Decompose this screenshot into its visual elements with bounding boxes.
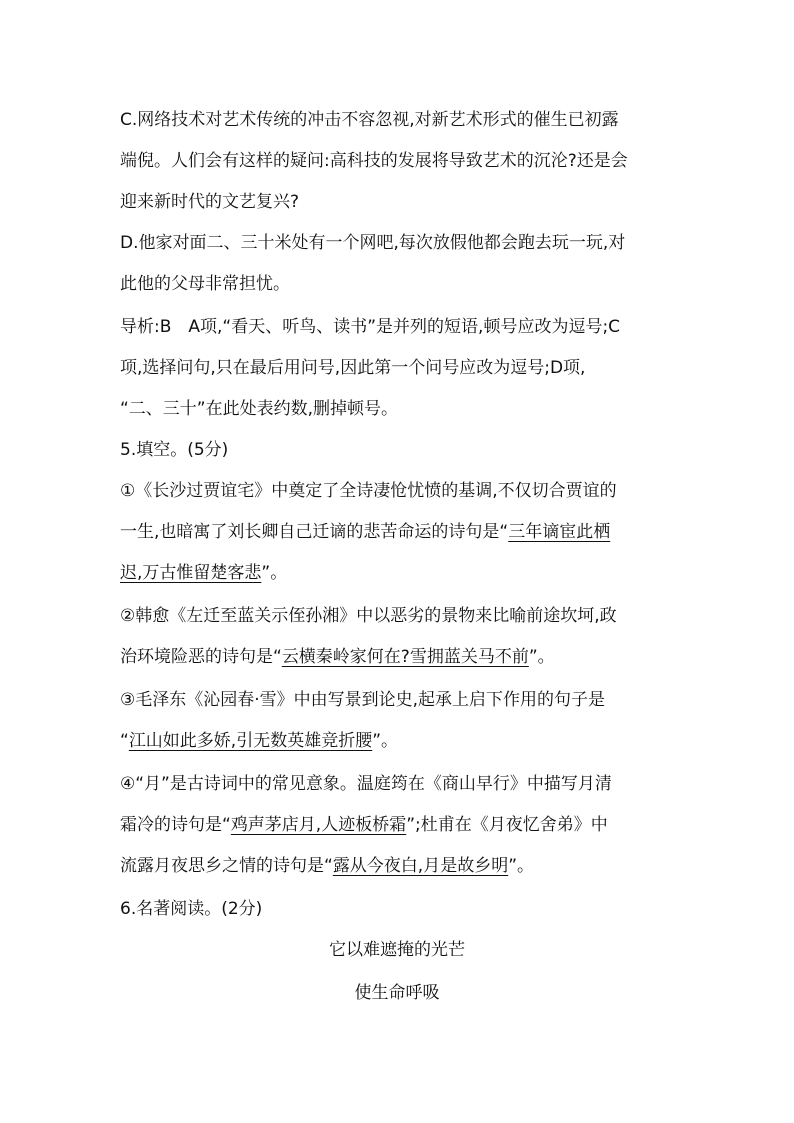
poem-line-2: 使生命呼吸 xyxy=(354,983,440,1003)
guide-line-3: “二、三十”在此处表约数,删掉顿号。 xyxy=(120,399,399,419)
q5-item2-answer: 云横秦岭家何在?雪拥蓝关马不前 xyxy=(281,647,529,667)
option-c-line-3: 迎来新时代的文艺复兴? xyxy=(120,192,300,212)
q5-item1-prompt: 一生,也暗寓了刘长卿自己迁谪的悲苦命运的诗句是“ xyxy=(120,522,509,542)
question-6-title: 6.名著阅读。(2分) xyxy=(120,899,263,919)
q5-item3-line-1: ③毛泽东《沁园春·雪》中由写景到论史,起承上启下作用的句子是 xyxy=(120,690,606,710)
q5-item4-prompt-2: 流露月夜思乡之情的诗句是“ xyxy=(120,856,333,876)
q5-item1-answer-part2: 迟,万古惟留楚客悲 xyxy=(120,563,262,583)
q5-item3-open: “ xyxy=(120,731,129,751)
question-5-title: 5.填空。(5分) xyxy=(120,440,229,460)
q5-item4-close: ”。 xyxy=(508,856,535,876)
option-c-line-1: C.网络技术对艺术传统的冲击不容忽视,对新艺术形式的催生已初露 xyxy=(120,110,619,130)
poem-line-1: 它以难遮掩的光芒 xyxy=(329,940,465,960)
q5-item1-answer-part1: 三年谪宦此栖 xyxy=(508,522,611,542)
option-c-line-2: 端倪。人们会有这样的疑问:高科技的发展将导致艺术的沉沦?还是会 xyxy=(120,151,628,171)
q5-item2-prompt: 治环境险恶的诗句是“ xyxy=(120,647,282,667)
q5-item4-line-3 xyxy=(120,854,680,878)
q5-item4-line-2 xyxy=(120,813,680,837)
q5-item4-line-1: ④“月”是古诗词中的常见意象。温庭筠在《商山早行》中描写月清 xyxy=(120,774,612,794)
q5-item4-middle: ”;杜甫在《月夜忆舍弟》中 xyxy=(406,815,608,835)
q5-item1-line-3 xyxy=(120,561,680,585)
q5-item4-answer-2: 露从今夜白,月是故乡明 xyxy=(332,856,509,876)
q5-item4-answer-1: 鸡声茅店月,人迹板桥霜 xyxy=(230,815,407,835)
option-d-line-2: 此他的父母非常担忧。 xyxy=(120,274,290,294)
q5-item1-line-1: ①《长沙过贾谊宅》中奠定了全诗凄怆忧愤的基调,不仅切合贾谊的 xyxy=(120,481,617,501)
option-d-line-1: D.他家对面二、三十米处有一个网吧,每次放假他都会跑去玩一玩,对 xyxy=(120,233,626,253)
q5-item1-close: ”。 xyxy=(261,563,288,583)
q5-item3-line-2 xyxy=(120,729,680,753)
q5-item2-line-1: ②韩愈《左迁至蓝关示侄孙湘》中以恶劣的景物来比喻前途坎坷,政 xyxy=(120,606,617,626)
q5-item1-line-2 xyxy=(120,520,680,544)
guide-line-1: 导析:B A项,“看天、听鸟、读书”是并列的短语,顿号应改为逗号;C xyxy=(120,317,621,337)
q5-item4-prompt-1: 霜冷的诗句是“ xyxy=(120,815,231,835)
q5-item2-line-2 xyxy=(120,645,680,669)
q5-item3-close: ”。 xyxy=(372,731,399,751)
q5-item3-answer: 江山如此多娇,引无数英雄竞折腰 xyxy=(128,731,373,751)
guide-line-2: 项,选择问句,只在最后用问号,因此第一个问号应改为逗号;D项, xyxy=(120,358,586,378)
q5-item2-close: ”。 xyxy=(528,647,555,667)
